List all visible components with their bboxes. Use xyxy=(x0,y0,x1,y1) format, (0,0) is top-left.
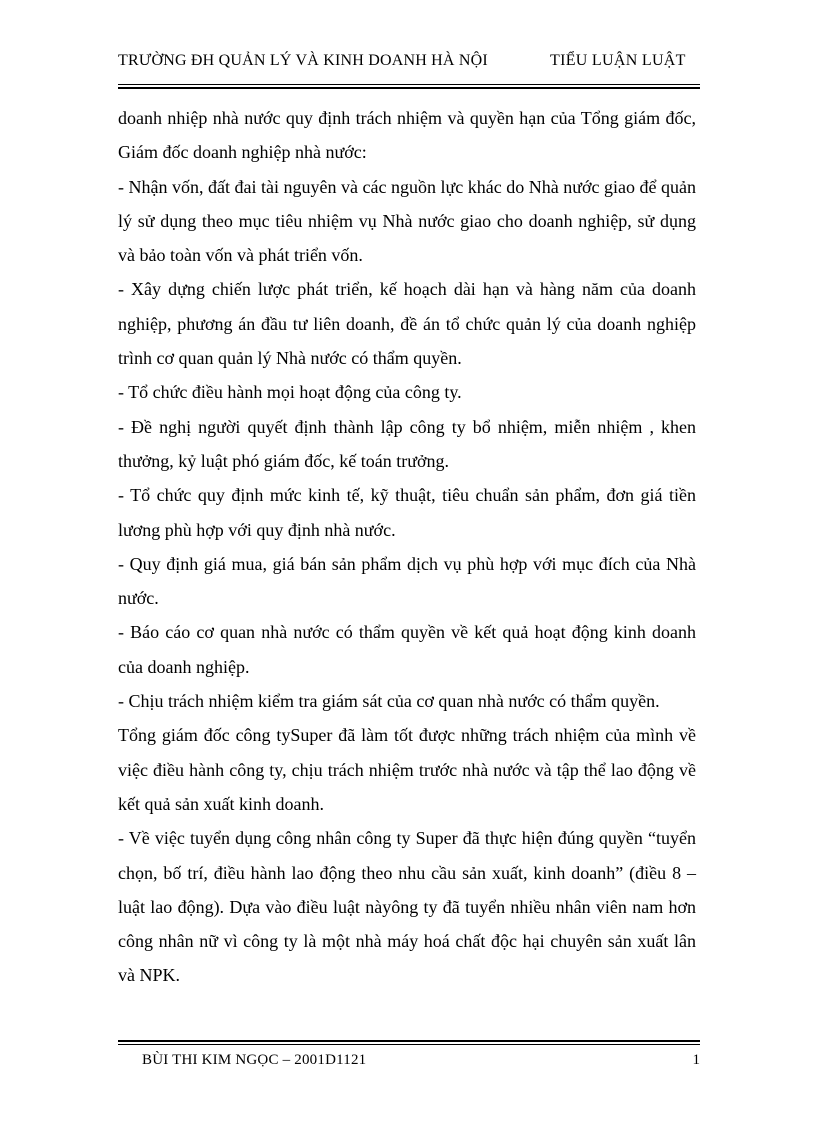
paragraph: - Đề nghị người quyết định thành lập công ty bổ nhiệm, miễn nhiệm , khen thưởng, kỷ luật phó giám đốc, kế toán trưởng. xyxy=(118,416,696,471)
paragraph: - Về việc tuyển dụng công nhân công ty Super đã thực hiện đúng quyền “tuyển chọn, bố trí, điều hành lao động theo nhu cầu sản xuất, kinh doanh” (điều 8 – luật lao động). Dựa vào điều luật nàyông ty đã tuyển nhiều nhân viên nam hơn công nhân nữ vì công ty là một nhà máy hoá chất độc hại chuyên sản xuất lân và NPK. xyxy=(118,828,696,986)
author-name: BÙI THI KIM NGỌC – 2001D1121 xyxy=(142,1052,367,1068)
paragraph: - Xây dựng chiến lược phát triển, kế hoạch dài hạn và hàng năm của doanh nghiệp, phương án đầu tư liên doanh, đề án tổ chức quản lý của doanh nghiệp trình cơ quan quản lý Nhà nước có thẩm quyền. xyxy=(118,279,696,369)
paragraph: - Chịu trách nhiệm kiểm tra giám sát của cơ quan nhà nước có thẩm quyền. xyxy=(118,691,660,712)
footer-divider xyxy=(118,1040,700,1045)
paragraph: - Nhận vốn, đất đai tài nguyên và các nguồn lực khác do Nhà nước giao để quản lý sử dụng theo mục tiêu nhiệm vụ Nhà nước giao cho doanh nghiệp, sử dụng và bảo toàn vốn và phát triển vốn. xyxy=(118,176,696,266)
page-number: 1 xyxy=(692,1052,700,1068)
paragraph: - Báo cáo cơ quan nhà nước có thẩm quyền về kết quả hoạt động kinh doanh của doanh nghiệp. xyxy=(118,622,696,677)
paragraph: - Tổ chức điều hành mọi hoạt động của công ty. xyxy=(118,382,462,403)
header-divider xyxy=(118,84,700,89)
paragraph: doanh nhiệp nhà nước quy định trách nhiệm và quyền hạn của Tổng giám đốc, Giám đốc doanh nghiệp nhà nước: xyxy=(118,108,696,163)
paragraph: Tổng giám đốc công tySuper đã làm tốt được những trách nhiệm của mình về việc điều hành công ty, chịu trách nhiệm trước nhà nước và tập thể lao động về kết quả sản xuất kinh doanh. xyxy=(118,725,696,814)
paragraph: - Quy định giá mua, giá bán sản phẩm dịch vụ phù hợp với mục đích của Nhà nước. xyxy=(118,553,696,609)
page-header xyxy=(118,50,700,76)
body-text xyxy=(118,101,696,993)
document-type: TIỂU LUẬN LUẬT xyxy=(550,52,686,69)
school-name: TRƯỜNG ĐH QUẢN LÝ VÀ KINH DOANH HÀ NỘI xyxy=(118,52,488,69)
paragraph: - Tổ chức quy định mức kinh tế, kỹ thuật, tiêu chuẩn sản phẩm, đơn giá tiền lương phù hợp với quy định nhà nước. xyxy=(118,485,696,540)
